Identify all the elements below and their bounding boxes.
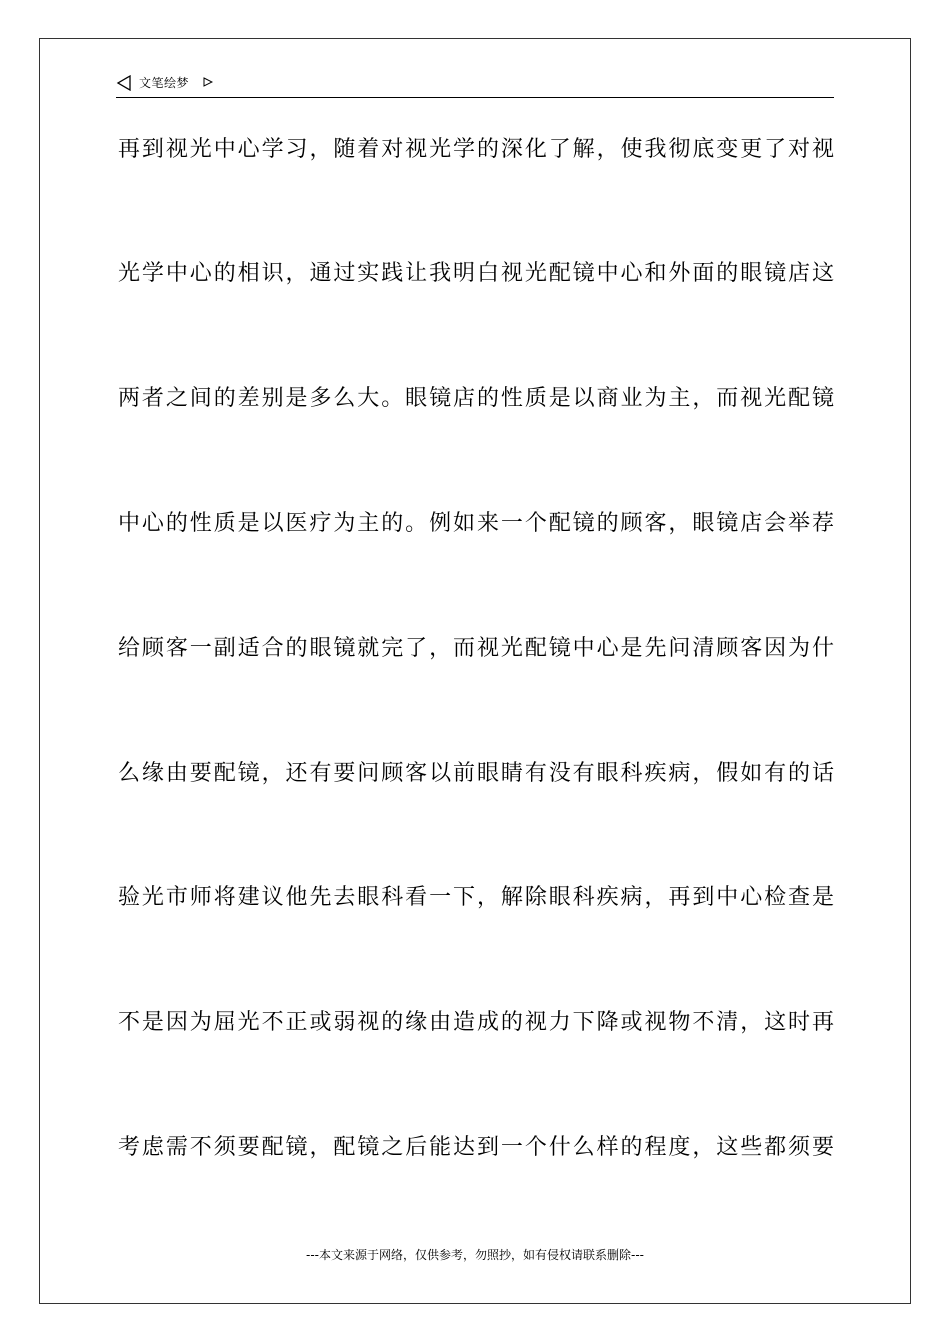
text-line: 给顾客一副适合的眼镜就完了，而视光配镜中心是先问清顾客因为什	[118, 636, 834, 661]
footer-note: ---本文来源于网络，仅供参考，勿照抄，如有侵权请联系删除---	[306, 1248, 644, 1262]
page-header	[116, 72, 834, 98]
text-line: 再到视光中心学习，随着对视光学的深化了解，使我彻底变更了对视	[118, 137, 834, 162]
page-frame	[39, 38, 911, 1304]
text-line: 两者之间的差别是多么大。眼镜店的性质是以商业为主，而视光配镜	[118, 386, 834, 411]
text-line: 中心的性质是以医疗为主的。例如来一个配镜的顾客，眼镜店会举荐	[118, 511, 834, 536]
text-line: 不是因为屈光不正或弱视的缘由造成的视力下降或视物不清，这时再	[118, 1010, 834, 1035]
text-line: 考虑需不须要配镜，配镜之后能达到一个什么样的程度，这些都须要	[118, 1135, 834, 1160]
text-line: 验光市师将建议他先去眼科看一下，解除眼科疾病，再到中心检查是	[118, 885, 834, 910]
header-title: 文笔绘梦	[139, 76, 190, 90]
text-line: 光学中心的相识，通过实践让我明白视光配镜中心和外面的眼镜店这	[118, 261, 834, 286]
right-triangle-icon	[203, 77, 213, 87]
left-triangle-icon	[116, 75, 132, 91]
text-line: 么缘由要配镜，还有要问顾客以前眼睛有没有眼科疾病，假如有的话	[118, 761, 834, 786]
